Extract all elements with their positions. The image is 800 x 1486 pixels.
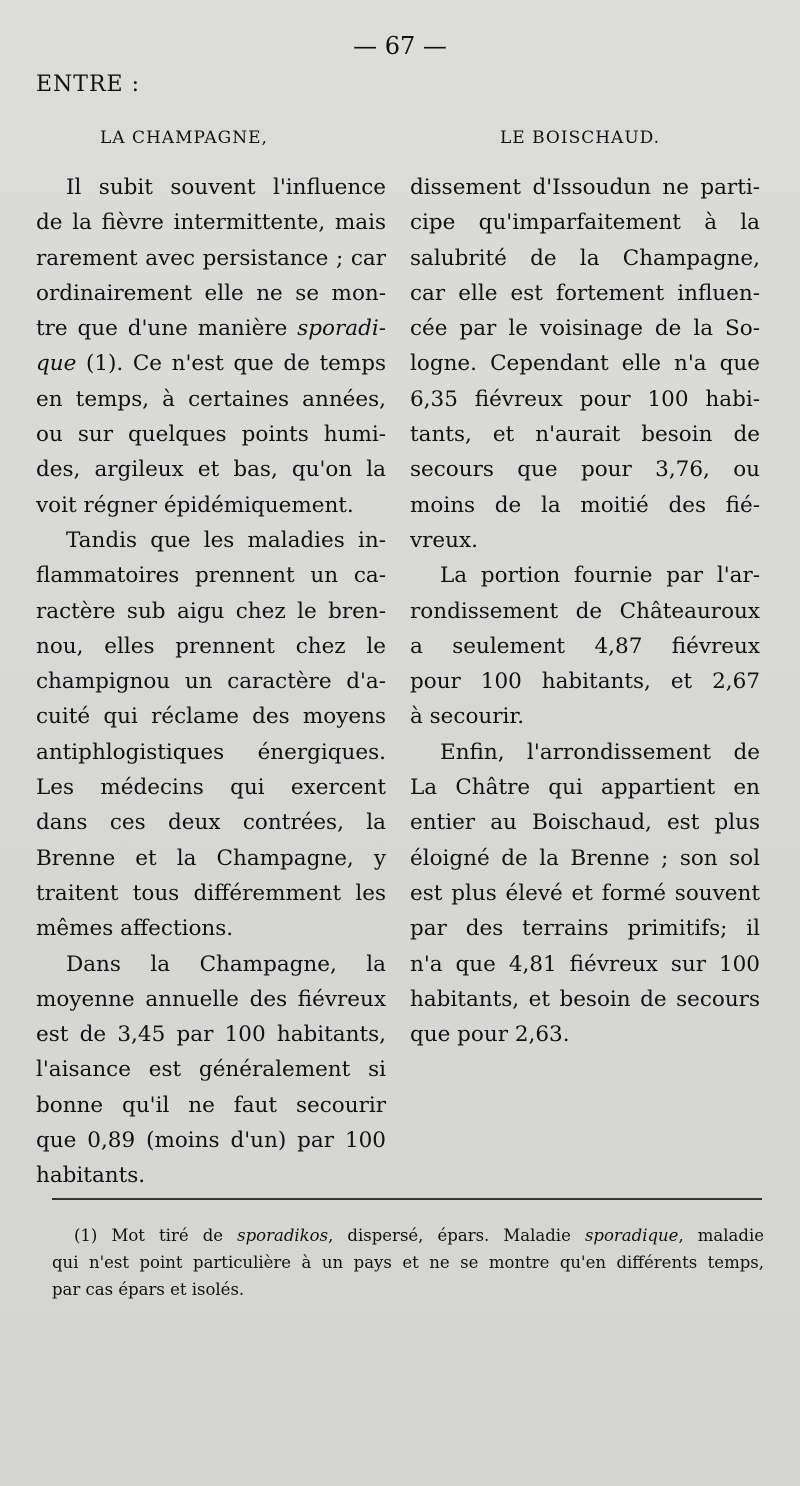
text-line: rarement avec persistance ; car [36, 245, 386, 271]
text-line: voit régner épidémiquement. [36, 492, 354, 518]
text-line: tants, et n'aurait besoin de [410, 422, 760, 448]
text-line: Tandis que les maladies in- [66, 527, 386, 553]
text-line: Il subit souvent l'influence [66, 175, 386, 200]
text-line: ou sur quelques points humi- [36, 422, 386, 448]
text-line: n'a que 4,81 fiévreux sur 100 [410, 951, 760, 977]
text-line: flammatoires prennent un ca- [36, 563, 386, 589]
text-line [36, 346, 386, 381]
text-line: antiphlogistiques énergiques. [36, 739, 386, 765]
text-line: que pour 2,63. [410, 1022, 570, 1048]
footnote [52, 1222, 764, 1303]
text-line: habitants, et besoin de secours [410, 986, 760, 1012]
text-line: éloigné de la Brenne ; son sol [410, 845, 760, 871]
text-line: des, argileux et bas, qu'on la [36, 457, 386, 483]
italic-term: que [36, 351, 77, 377]
text-line: Dans la Champagne, la [66, 951, 386, 977]
text-line: dans ces deux contrées, la [36, 810, 386, 836]
text-line: dissement d'Issoudun ne parti- [410, 175, 760, 200]
italic-term: sporadikos [237, 1226, 329, 1245]
text-line: est de 3,45 par 100 habitants, [36, 1022, 386, 1048]
section-heading: ENTRE : [36, 72, 141, 97]
text-line: en temps, à certaines années, [36, 386, 386, 412]
footnote-line: qui n'est point particulière à un pays et ne se montre qu'en différents temps, [52, 1253, 764, 1272]
text-line: nou, elles prennent chez le [36, 633, 386, 659]
left-column [36, 170, 386, 1194]
text-line: 6,35 fiévreux pour 100 habi- [410, 386, 760, 412]
page-number: — 67 — [353, 32, 447, 60]
footnote-divider [52, 1198, 762, 1200]
text-line: rondissement de Châteauroux [410, 598, 760, 624]
text-line: ordinairement elle ne se mon- [36, 280, 386, 306]
text-line: car elle est fortement influen- [410, 280, 760, 306]
text-line: Brenne et la Champagne, y [36, 845, 386, 871]
text-line: champignou un caractère d'a- [36, 669, 386, 695]
text-line: est plus élevé et formé souvent [410, 880, 760, 906]
text-line: traitent tous différemment les [36, 880, 386, 906]
text-fragment: , maladie [678, 1226, 764, 1245]
text-line: vreux. [410, 527, 478, 553]
text-line: Les médecins qui exercent [36, 775, 386, 801]
text-line: moins de la moitié des fié- [410, 492, 760, 518]
text-line: l'aisance est généralement si [36, 1057, 386, 1083]
text-line: secours que pour 3,76, ou [410, 457, 760, 483]
text-line: moyenne annuelle des fiévreux [36, 986, 386, 1012]
text-line [36, 311, 386, 346]
text-line: logne. Cependant elle n'a que [410, 351, 760, 377]
text-line: ractère sub aigu chez le bren- [36, 598, 386, 624]
text-line: pour 100 habitants, et 2,67 [410, 669, 760, 695]
text-fragment: (1) Mot tiré de [74, 1226, 238, 1245]
italic-term: sporadi- [297, 316, 386, 342]
text-line: mêmes affections. [36, 916, 234, 942]
text-line: a seulement 4,87 fiévreux [410, 633, 760, 659]
text-line: par des terrains primitifs; il [410, 916, 760, 942]
text-line: salubrité de la Champagne, [410, 245, 760, 271]
footnote-line [52, 1222, 764, 1249]
text-line: cuité qui réclame des moyens [36, 704, 386, 730]
left-column-heading: LA CHAMPAGNE, [100, 128, 268, 148]
text-fragment: (1). Ce n'est que de temps [76, 351, 386, 377]
text-line: que 0,89 (moins d'un) par 100 [36, 1128, 386, 1154]
text-line: bonne qu'il ne faut secourir [36, 1092, 386, 1118]
text-line: cipe qu'imparfaitement à la [410, 210, 760, 236]
footnote-line: par cas épars et isolés. [52, 1280, 245, 1299]
text-line: à secourir. [410, 704, 525, 730]
text-line: La portion fournie par l'ar- [440, 563, 760, 589]
text-line: entier au Boischaud, est plus [410, 810, 760, 836]
italic-term: sporadique [584, 1226, 679, 1245]
right-column [410, 170, 760, 1052]
text-line: habitants. [36, 1163, 146, 1189]
text-line: Enfin, l'arrondissement de [440, 739, 760, 765]
text-line: La Châtre qui appartient en [410, 775, 760, 801]
text-line: cée par le voisinage de la So- [410, 316, 760, 342]
text-line: de la fièvre intermittente, mais [36, 210, 386, 236]
text-fragment: tre que d'une manière [36, 316, 298, 342]
text-fragment: , dispersé, épars. Maladie [328, 1226, 585, 1245]
right-column-heading: LE BOISCHAUD. [500, 128, 661, 148]
